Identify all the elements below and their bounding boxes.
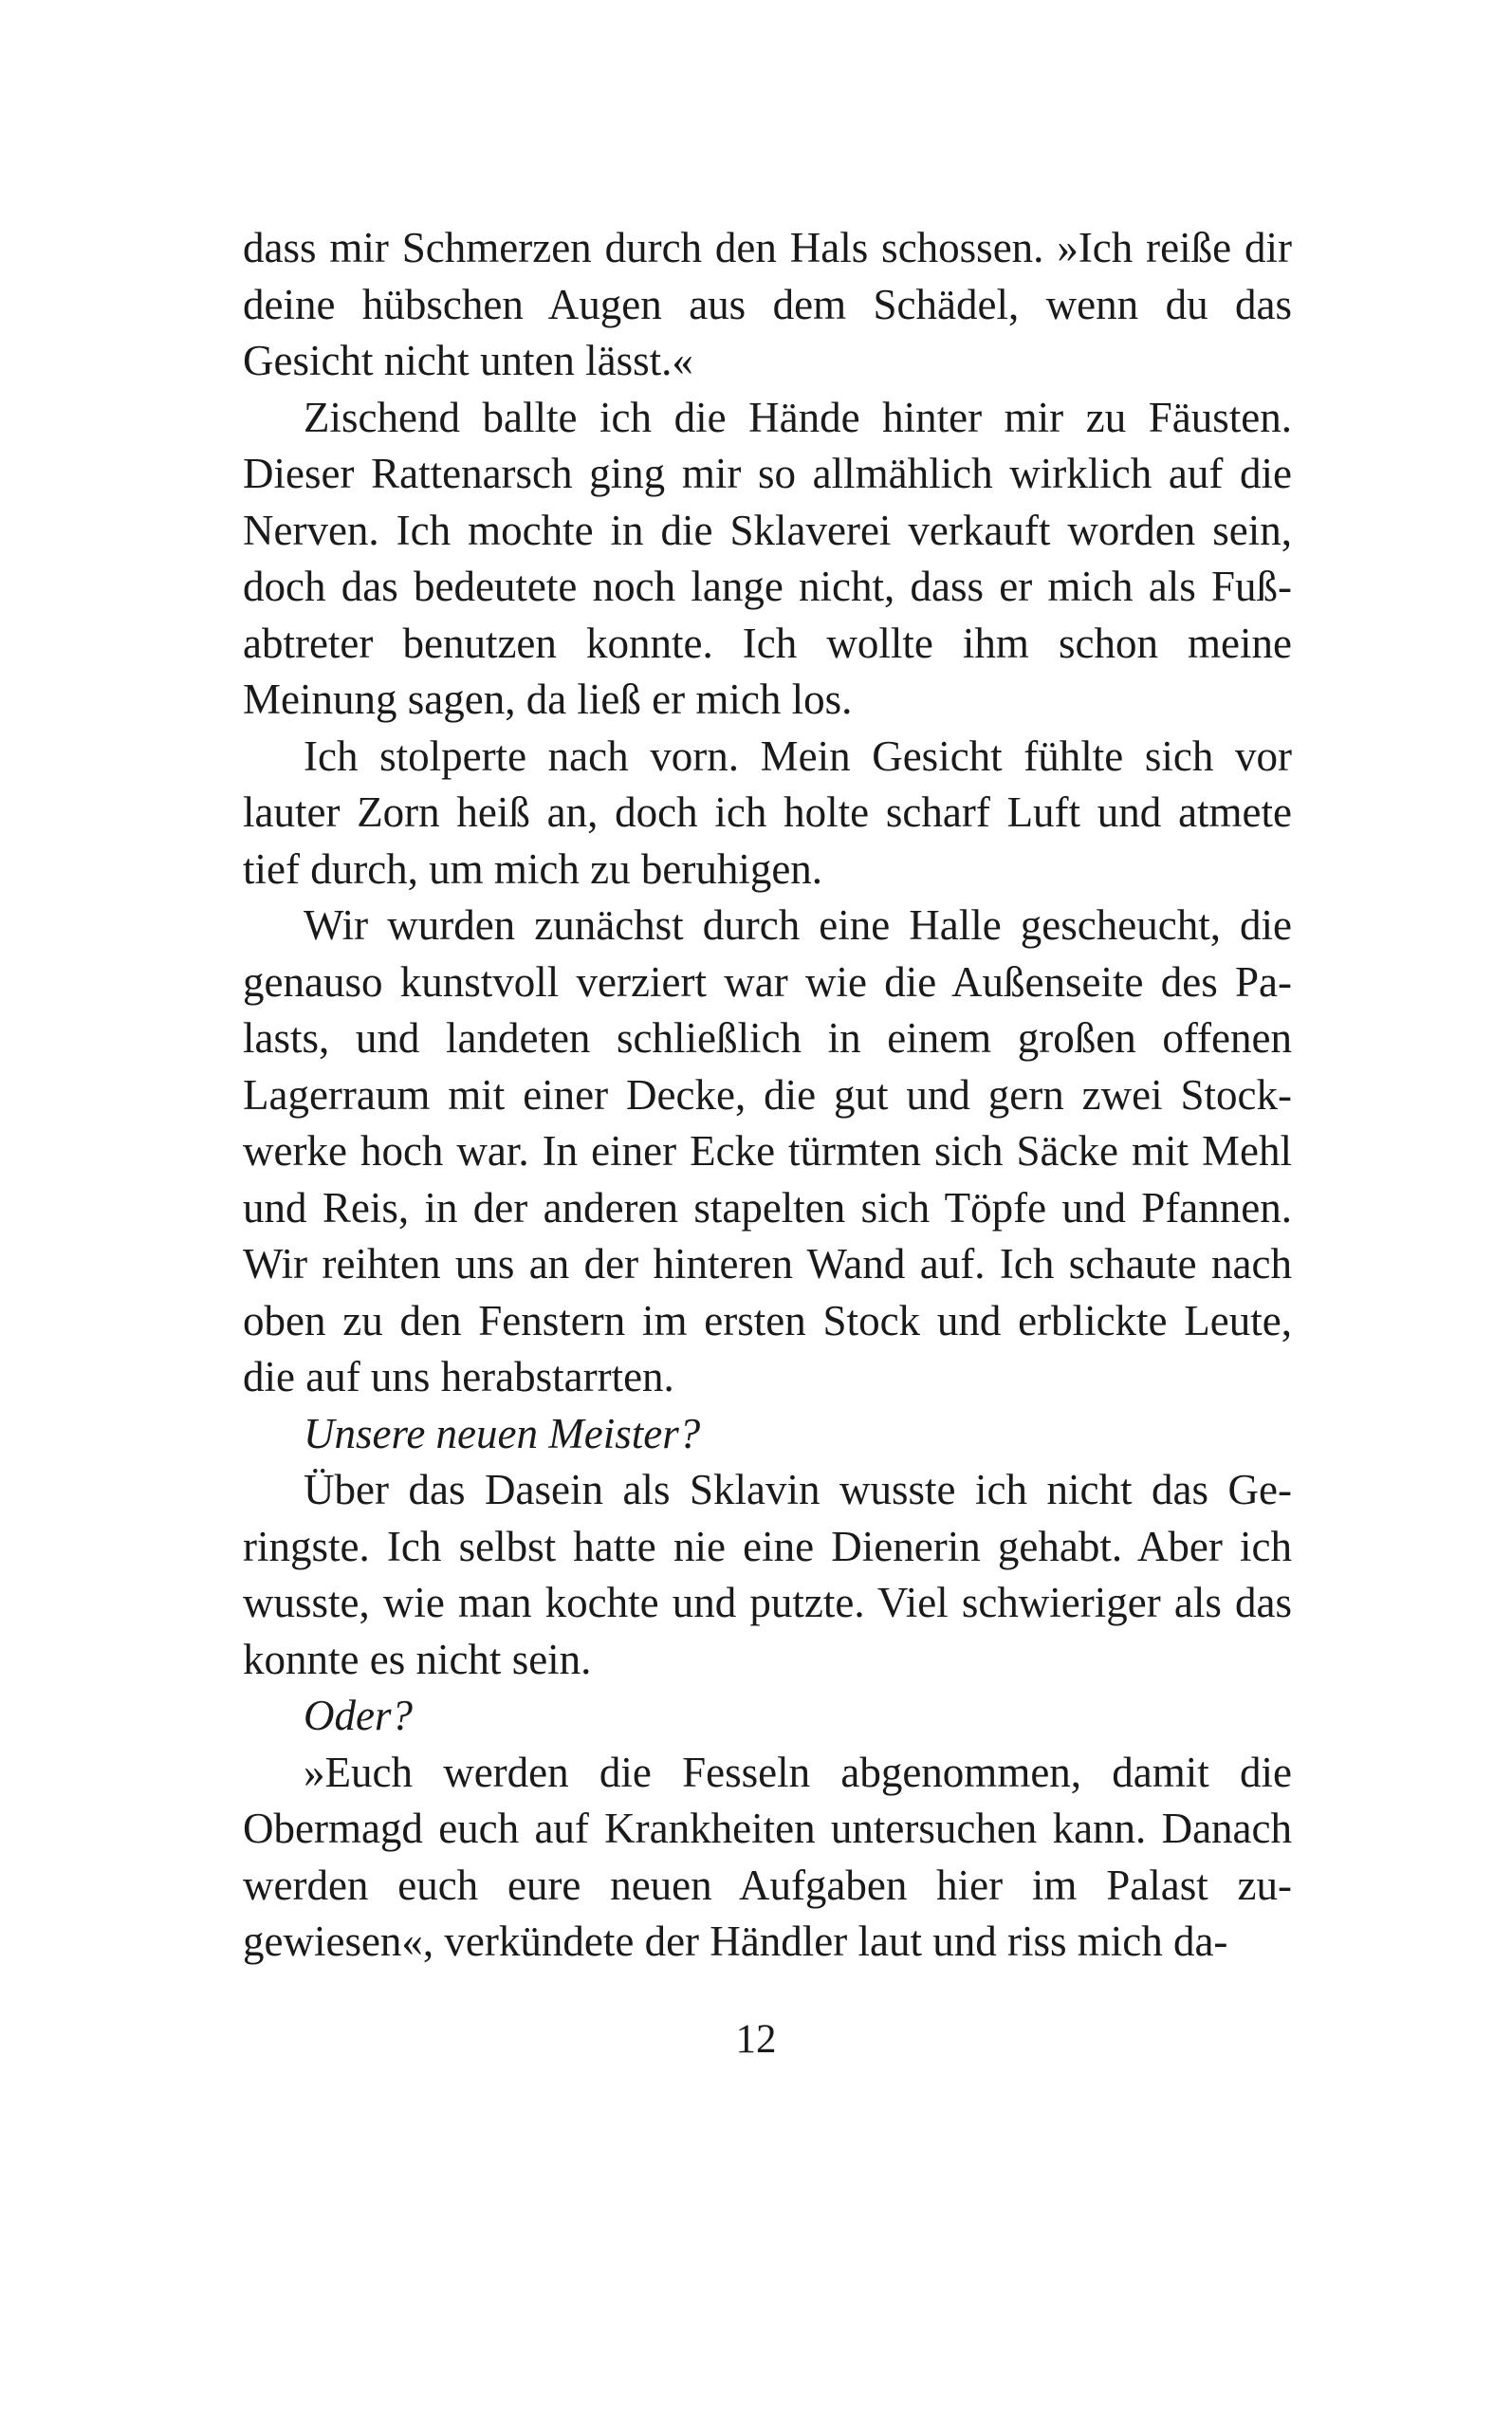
page-number: 12 bbox=[735, 2017, 777, 2062]
paragraph-5-thought: Unsere neuen Meister? bbox=[304, 1409, 701, 1457]
paragraph-2: Zischend ballte ich die Hände hinter mir zu Fäusten. Dieser Rattenarsch ging mir so allmählich wirklich auf die Nerven. Ich mochte in die Sklaverei verkauft worden sein, doch das bedeutete noch lange nicht, dass er mich als Fußabtreter benutzen konnte. Ich wollte ihm schon meine Meinung sagen, da ließ er mich los. bbox=[243, 393, 1292, 723]
body-text bbox=[243, 220, 1292, 1971]
paragraph-6: Über das Dasein als Sklavin wusste ich nicht das Geringste. Ich selbst hatte nie eine Dienerin gehabt. Aber ich wusste, wie man kochte und putzte. Viel schwieriger als das konnte es nicht sein. bbox=[243, 1466, 1292, 1683]
paragraph-1: dass mir Schmerzen durch den Hals schossen. »Ich reiße dir deine hübschen Augen aus dem Schädel, wenn du das Gesicht nicht unten lässt.« bbox=[243, 224, 1292, 384]
paragraph-7-thought: Oder? bbox=[304, 1692, 413, 1739]
paragraph-8: »Euch werden die Fesseln abgenommen, damit die Obermagd euch auf Krankheiten untersuchen kann. Danach werden euch eure neuen Aufgaben hier im Palast zugewiesen«, verkündete der Händler laut und riss mich da- bbox=[243, 1748, 1292, 1965]
paragraph-4: Wir wurden zunächst durch eine Halle gescheucht, die genauso kunstvoll verziert war wie die Außenseite des Palasts, und landeten schließlich in einem großen offenen Lagerraum mit einer Decke, die gut und gern zwei Stockwerke hoch war. In einer Ecke türmten sich Säcke mit Mehl und Reis, in der anderen stapelten sich Töpfe und Pfannen. Wir reihten uns an der hinteren Wand auf. Ich schaute nach oben zu den Fenstern im ersten Stock und erblickte Leute, die auf uns herabstarrten. bbox=[243, 901, 1292, 1400]
paragraph-3: Ich stolperte nach vorn. Mein Gesicht fühlte sich vor lauter Zorn heiß an, doch ich holte scharf Luft und atmete tief durch, um mich zu beruhigen. bbox=[243, 732, 1292, 893]
